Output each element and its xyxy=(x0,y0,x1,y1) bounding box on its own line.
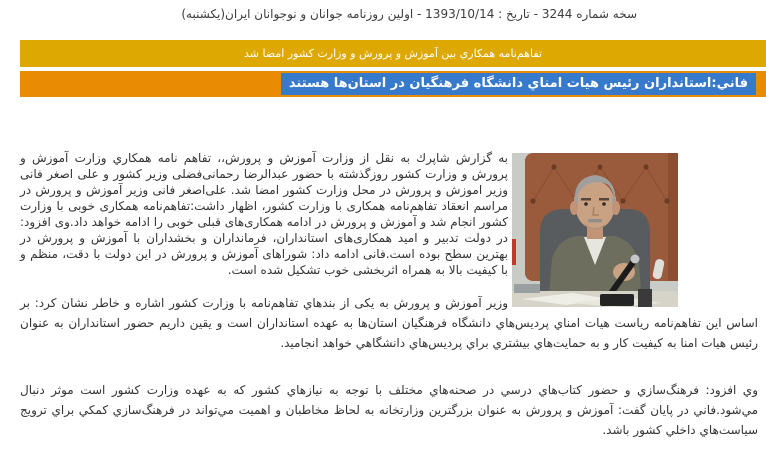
headline-link[interactable]: فاني:استانداران رئيس هيات امناي دانشگاه فرهنگيان در استان‌ها هستند xyxy=(281,73,756,95)
article-body xyxy=(20,150,758,440)
article-paragraph-3: وي افزود: فرهنگ‌سازي و حضور کتاب‌هاي درسي در صحنه‌هاي مختلف با توجه به نیازهاي کشور که به عهده وزارت کشور است موثر دنبال مي‌شود.فاني در پایان گفت: آموزش و پرورش به عنوان بزرگترین وزارتخانه به لحاظ مخاطبان و اهمیت مي‌تواند در فرهنگ‌سازي کمکي براي ترویج سیاست‌هاي داخلي کشور باشد. xyxy=(20,383,758,437)
minister-photo xyxy=(512,153,758,307)
banner-bar xyxy=(20,40,766,67)
minister-photo-image xyxy=(512,153,678,307)
article-paragraph-2: وزیر آموزش و پرورش به یکی از بندهاي تفاهم‌نامه با وزارت کشور اشاره و خاطر نشان کرد: بر اساس این تفاهم‌نامه ریاست هیات امناي پردیس‌هاي دانشگاه فرهنگیان استان‌ها به عهده استانداران است و یقین داریم حضور استانداران به عنوان رئیس هیات امنا به کیفیت کار و به حمایت‌هاي بیشتري براي پردیس‌هاي دانشگاهي خواهد انجامید. xyxy=(20,296,758,350)
article-paragraph-1: به گزارش شاپرك به نقل از وزارت آموزش و پرورش،، تفاهم نامه همکاري وزارت آموزش و پرورش و وزارت کشور روزگذشته با حضور عبدالرضا رحمانی‌فضلی وزیر کشور و علی اصغر فانی وزیر اموزش و پرورش در محل وزارت کشور امضا شد. علی‌اصغر فانی وزیر آموزش و پرورش در مراسم انعقاد تفاهم‌نامه همکاری با وزارت کشور، اظهار داشت:تفاهم‌نامه همکاری خوبی با وزارت کشور انجام شد و آموزش و پرورش در ادامه همکاری‌های قبلی خوبی را ادامه خواهد داد.وی افزود: در دولت تدبیر و امید همکاری‌های استانداران، فرمانداران و بخشداران با آموزش و پرورش در بهترین سطح بوده است.فانی ادامه داد: شوراهای آموزش و پرورش در این دولت با دقت، منظم و با کیفیت بالا به همراه اثربخشی خوب تشکیل شده است. xyxy=(20,151,508,277)
headline-bar xyxy=(20,71,766,97)
masthead-info-line: سخه شماره 3244 - تاریخ : 1393/10/14 - اولین روزنامه جوانان و نوجوانان ایران(یکشنبه) xyxy=(181,7,637,21)
banner-label: تفاهم‌نامه همکاري بین آموزش و پرورش و وزارت کشور امضا شد xyxy=(244,47,542,60)
